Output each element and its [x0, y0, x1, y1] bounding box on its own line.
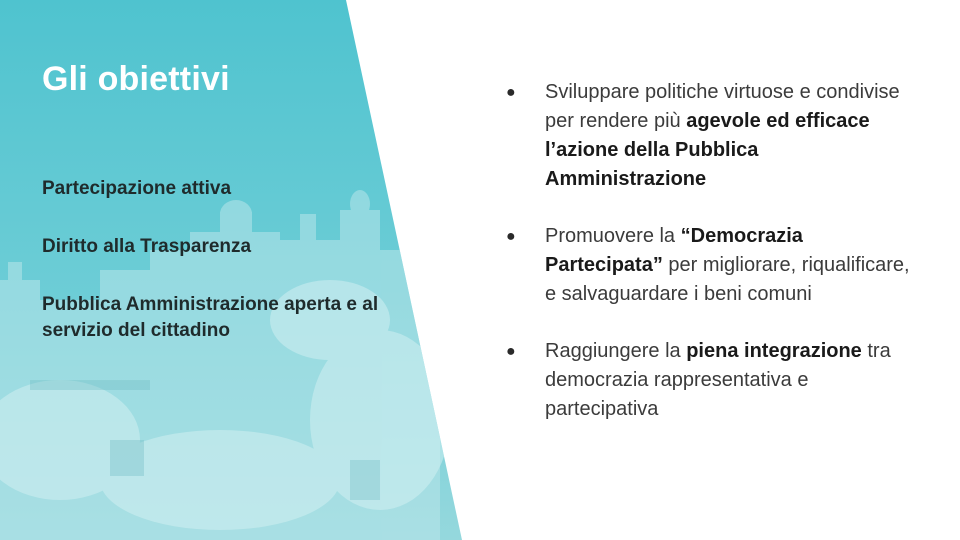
objective-item: Partecipazione attiva — [42, 178, 232, 199]
bullet-dot-icon: ● — [506, 343, 516, 360]
bullet-highlight: piena integrazione — [686, 340, 862, 362]
bullet-item — [506, 337, 916, 424]
bullet-text: tra democrazia rappresentativa e partecipativa — [545, 340, 891, 420]
bullet-text: Raggiungere la — [545, 340, 687, 362]
bullet-text: Sviluppare politiche virtuose e condivise per rendere più — [545, 81, 900, 132]
bullet-item — [506, 222, 916, 309]
bullet-list — [506, 78, 916, 452]
objective-item: Diritto alla Trasparenza — [42, 236, 252, 257]
bullet-highlight: agevole ed efficace l’azione della Pubblica Amministrazione — [545, 110, 870, 190]
bullet-highlight: “Democrazia Partecipata” — [545, 225, 803, 276]
slide-title: Gli obiettivi — [42, 60, 230, 98]
objective-item: Pubblica Amministrazione aperta e al servizio del cittadino — [42, 294, 379, 341]
bullet-item — [506, 78, 916, 194]
bullet-text: per migliorare, riqualificare, e salvaguardare i beni comuni — [545, 254, 910, 305]
bullet-dot-icon: ● — [506, 84, 516, 101]
objectives-list — [42, 176, 422, 376]
bullet-dot-icon: ● — [506, 228, 516, 245]
bullet-text: Promuovere la — [545, 225, 681, 247]
